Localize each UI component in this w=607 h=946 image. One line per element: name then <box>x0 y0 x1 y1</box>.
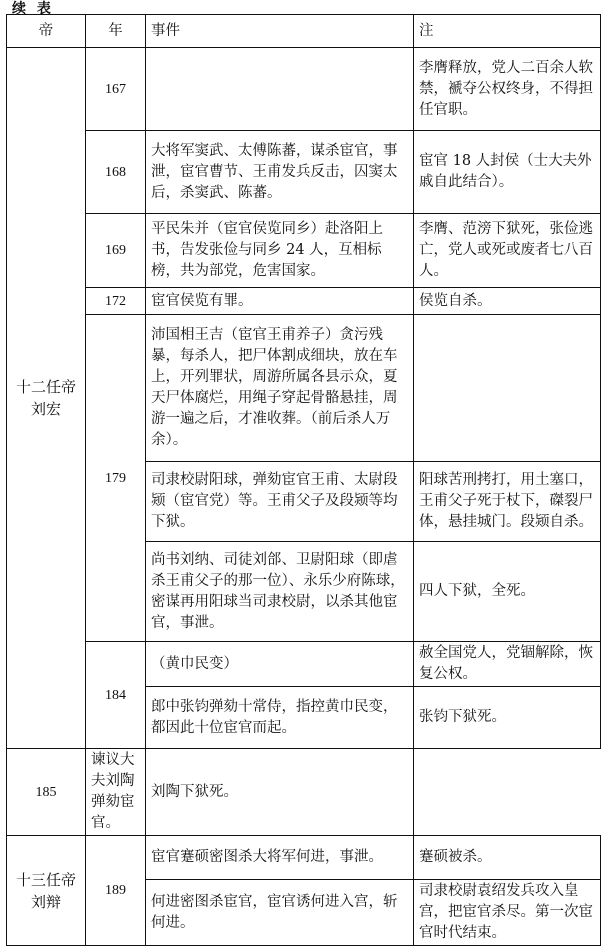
year-cell: 179 <box>86 315 146 642</box>
event-cell: 宦官蹇硕密图杀大将军何进，事泄。 <box>146 836 414 880</box>
table-row <box>7 315 601 462</box>
event-cell: 司隶校尉阳球，弹劾宦官王甫、太尉段颎（宦官党）等。王甫父子及段颎等均下狱。 <box>146 462 414 542</box>
event-cell: 平民朱并（宦官侯览同乡）赴洛阳上书，告发张俭与同乡 24 人，互相标榜，共为部党，危害国家。 <box>146 214 414 288</box>
note-cell: 李膺释放，党人二百余人软禁，褫夺公权终身，不得担任官职。 <box>414 48 601 131</box>
year-cell: 172 <box>86 288 146 315</box>
year-cell: 189 <box>86 836 146 946</box>
note-cell: 司隶校尉袁绍发兵攻入皇宫，把宦官杀尽。第一次宦官时代结束。 <box>414 880 601 946</box>
note-cell: 赦全国党人，党锢解除，恢复公权。 <box>414 642 601 687</box>
table-caption: 续 表 <box>12 1 54 17</box>
event-cell: 尚书刘纳、司徒刘郃、卫尉阳球（即虐杀王甫父子的那一位）、永乐少府陈球，密谋再用阳球当司隶校尉，以杀其他宦官，事泄。 <box>146 542 414 642</box>
emperor-name: 刘辩 <box>30 892 61 911</box>
note-cell: 阳球苦刑拷打，用土塞口，王甫父子死于杖下，磔裂尸体，悬挂城门。段颎自杀。 <box>414 462 601 542</box>
note-cell: 李膺、范滂下狱死，张俭逃亡，党人或死或废者七八百人。 <box>414 214 601 288</box>
header-event: 事件 <box>146 15 414 48</box>
header-year: 年 <box>86 15 146 48</box>
event-cell: 郎中张钧弹劾十常侍，指控黄巾民变，都因此十位宦官而起。 <box>146 687 414 749</box>
event-cell: 大将军窦武、太傅陈蕃，谋杀宦官，事泄，宦官曹节、王甫发兵反击，囚窦太后，杀窦武、陈蕃。 <box>146 131 414 214</box>
note-cell: 四人下狱，全死。 <box>414 542 601 642</box>
year-cell: 167 <box>86 48 146 131</box>
table-row <box>7 288 601 315</box>
event-cell: 何进密图杀宦官，宦官诱何进入宫，斩何进。 <box>146 880 414 946</box>
event-cell: （黄巾民变） <box>146 642 414 687</box>
emperor-name: 刘宏 <box>30 400 61 418</box>
year-cell: 185 <box>7 749 86 836</box>
event-cell: 沛国相王吉（宦官王甫养子）贪污残暴，每杀人，把尸体割成细块，放在车上，开列罪状，周游所属各县示众，夏天尸体腐烂，用绳子穿起骨骼悬挂，周游一遍之后，才准收葬。（前后杀人万余）。 <box>146 315 414 462</box>
emperor-title: 十三任帝 <box>15 870 76 889</box>
table-row <box>7 836 601 880</box>
table-row <box>7 749 601 836</box>
note-cell: 蹇硕被杀。 <box>414 836 601 880</box>
table-row <box>7 131 601 214</box>
table-row <box>7 642 601 687</box>
note-cell: 刘陶下狱死。 <box>146 749 414 836</box>
year-cell: 168 <box>86 131 146 214</box>
note-cell: 宦官 18 人封侯（士大夫外戚自此结合）。 <box>414 131 601 214</box>
header-note: 注 <box>414 15 601 48</box>
emperor-title: 十二任帝 <box>15 378 76 396</box>
header-emperor: 帝 <box>7 15 86 48</box>
year-cell: 169 <box>86 214 146 288</box>
note-cell: 张钧下狱死。 <box>414 687 601 749</box>
event-cell: 宦官侯览有罪。 <box>146 288 414 315</box>
year-cell: 184 <box>86 642 146 749</box>
table-row <box>7 214 601 288</box>
note-cell: 侯览自杀。 <box>414 288 601 315</box>
note-cell <box>414 315 601 462</box>
emperor-cell <box>7 836 86 946</box>
history-table <box>6 14 601 946</box>
emperor-cell <box>7 48 86 749</box>
table-row <box>7 48 601 131</box>
header-row <box>7 15 601 48</box>
event-cell: 谏议大夫刘陶弹劾宦官。 <box>86 749 146 836</box>
event-cell <box>146 48 414 131</box>
